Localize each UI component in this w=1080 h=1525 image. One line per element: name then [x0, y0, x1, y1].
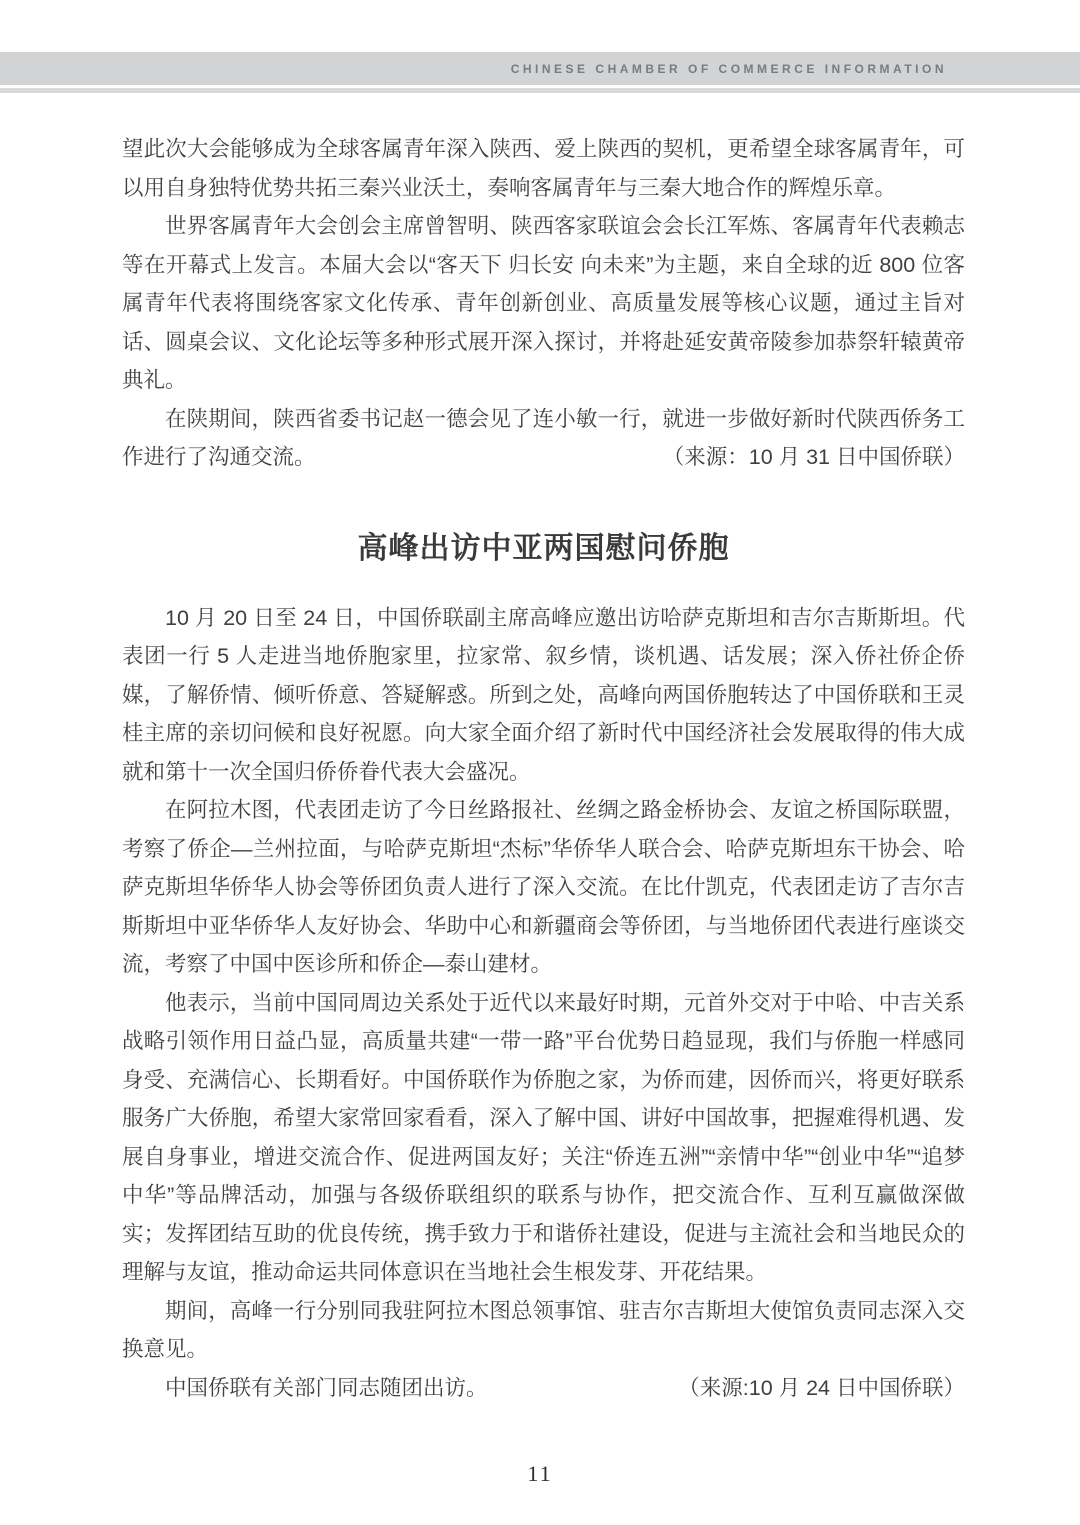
source-attribution: （来源：10 月 31 日中国侨联） — [662, 445, 965, 469]
source-attribution: （来源:10 月 24 日中国侨联） — [678, 1375, 965, 1400]
paragraph: 10 月 20 日至 24 日，中国侨联副主席高峰应邀出访哈萨克斯坦和吉尔吉斯斯坦。代表团一行 5 人走进当地侨胞家里，拉家常、叙乡情，谈机遇、话发展；深入侨社侨企侨媒，了解侨情、倾听侨意、答疑解惑。所到之处，高峰向两国侨胞转达了中国侨联和王灵桂主席的亲切问候和良好祝愿。向大家全面介绍了新时代中国经济社会发展取得的伟大成就和第十一次全国归侨侨眷代表大会盛况。 — [122, 605, 965, 784]
paragraph: 在陕期间，陕西省委书记赵一德会见了连小敏一行，就进一步做好新时代陕西侨务工作进行了沟通交流。 — [122, 406, 965, 469]
paragraph-continuation: 望此次大会能够成为全球客属青年深入陕西、爱上陕西的契机，更希望全球客属青年，可以用自身独特优势共拓三秦兴业沃土，奏响客属青年与三秦大地合作的辉煌乐章。 — [122, 137, 965, 200]
header-banner-text: CHINESE CHAMBER OF COMMERCE INFORMATION — [510, 61, 947, 76]
paragraph: 中国侨联有关部门同志随团出访。 — [165, 1375, 488, 1400]
paragraph: 他表示，当前中国同周边关系处于近代以来最好时期，元首外交对于中哈、中吉关系战略引领作用日益凸显，高质量共建“一带一路”平台优势日趋显现，我们与侨胞一样感同身受、充满信心、长期看好。中国侨联作为侨胞之家，为侨而建，因侨而兴，将更好联系服务广大侨胞，希望大家常回家看看，深入了解中国、讲好中国故事，把握难得机遇、发展自身事业，增进交流合作、促进两国友好；关注“侨连五洲”“亲情中华”“创业中华”“追梦中华”等品牌活动，加强与各级侨联组织的联系与协作，把交流合作、互利互赢做深做实；发挥团结互助的优良传统，携手致力于和谐侨社建设，促进与主流社会和当地民众的理解与友谊，推动命运共同体意识在当地社会生根发芽、开花结果。 — [122, 990, 965, 1284]
page-number: 11 — [527, 1461, 553, 1486]
article-title: 高峰出访中亚两国慰问侨胞 — [357, 531, 730, 565]
header-banner-rule — [0, 88, 1080, 93]
paragraph: 期间，高峰一行分别同我驻阿拉木图总领事馆、驻吉尔吉斯坦大使馆负责同志深入交换意见。 — [122, 1298, 965, 1361]
paragraph: 在阿拉木图，代表团走访了今日丝路报社、丝绸之路金桥协会、友谊之桥国际联盟，考察了侨企—兰州拉面，与哈萨克斯坦“杰标”华侨华人联合会、哈萨克斯坦东干协会、哈萨克斯坦华侨华人协会等侨团负责人进行了深入交流。在比什凯克，代表团走访了吉尔吉斯斯坦中亚华侨华人友好协会、华助中心和新疆商会等侨团，与当地侨团代表进行座谈交流，考察了中国中医诊所和侨企—泰山建材。 — [122, 798, 965, 976]
header-banner — [0, 52, 1080, 85]
paragraph: 世界客属青年大会创会主席曾智明、陕西客家联谊会会长江军炼、客属青年代表赖志等在开幕式上发言。本届大会以“客天下 归长安 向未来”为主题，来自全球的近 800 位客属青年代表将围绕客家文化传承、青年创新创业、高质量发展等核心议题，通过主旨对话、圆桌会议、文化论坛等多种形式展开深入探讨，并将赴延安黄帝陵参加恭祭轩辕黄帝典礼。 — [122, 214, 965, 392]
page-content — [122, 130, 965, 1407]
